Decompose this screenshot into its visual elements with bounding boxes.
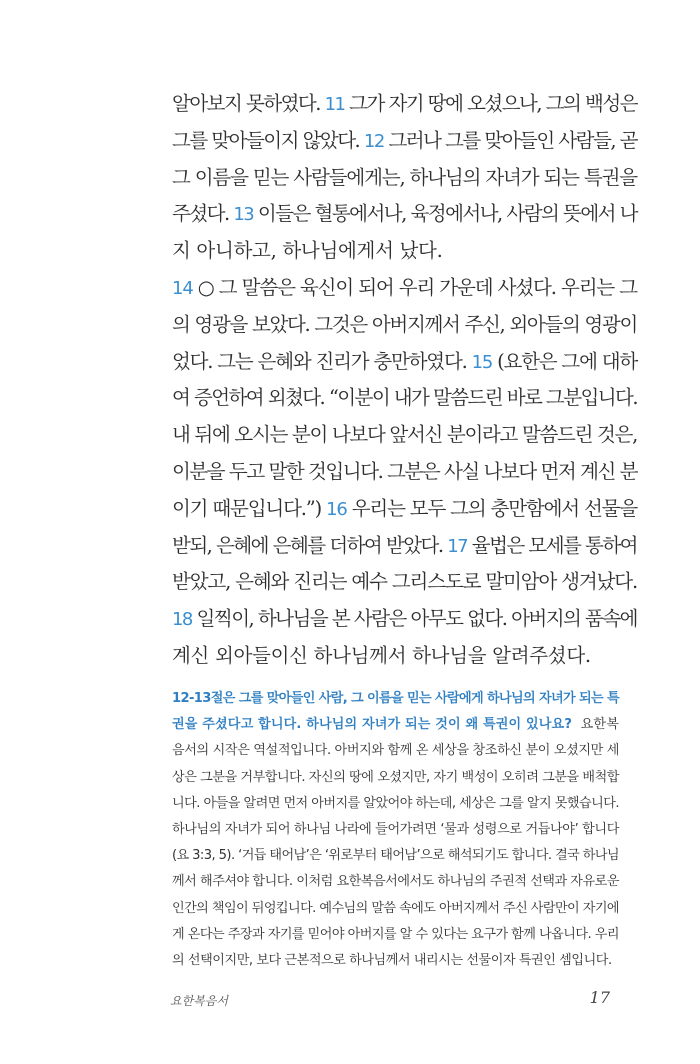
commentary-text: 니다. 아들을 알려면 먼저 아버지를 알았어야 하는데, 세상은 그를 알지 못했습니다.: [172, 795, 619, 811]
verse-number: 12: [363, 130, 384, 152]
commentary-question: 12-13절은 그를 맞아들인 사람, 그 이름을 믿는 사람에게 하나님의 자녀가 되는 특: [172, 691, 619, 706]
verse-text: 그를 맞아들이지 않았다.: [172, 128, 364, 152]
commentary-text: 의 선택이지만, 보다 근본적으로 하나님께서 내리시는 선물이자 특권인 셈입니다.: [172, 952, 612, 968]
scripture-line: [172, 270, 637, 307]
scripture-line: [172, 307, 637, 344]
verse-number: 11: [324, 94, 345, 115]
verse-text: 이분을 두고 말한 것입니다. 그분은 사실 나보다 먼저 계신 분: [172, 459, 637, 483]
verse-text: 계신 외아들이신 하나님께서 하나님을 알려주셨다.: [172, 643, 591, 667]
commentary-text: 께서 해주셔야 합니다. 이처럼 요한복음서에서도 하나님의 주권적 선택과 자유로운: [172, 874, 619, 890]
commentary-text: 음서의 시작은 역설적입니다. 아버지와 함께 온 세상을 창조하신 분이 오셨지만 세: [172, 743, 619, 759]
scripture-line: [172, 638, 637, 675]
scripture-line: [172, 86, 637, 123]
commentary-line: [172, 896, 619, 922]
commentary-line: [172, 738, 619, 764]
verse-number: 13: [233, 204, 254, 226]
verse-number: 15: [471, 351, 493, 373]
commentary-text: 하나님의 자녀가 되어 하나님 나라에 들어가려면 ‘물과 성령으로 거듭나야’ 합니다: [172, 821, 619, 837]
verse-text: 의 영광을 보았다. 그것은 아버지께서 주신, 외아들의 영광이: [172, 312, 637, 336]
scripture-line: [172, 491, 637, 528]
commentary-line: [172, 686, 619, 712]
verse-text: 이들은 혈통에서나, 육정에서나, 사람의 뜻에서 나: [253, 202, 637, 226]
verse-number: 18: [172, 609, 192, 631]
scripture-line: [172, 233, 637, 270]
scripture-line: [172, 528, 637, 565]
verse-text: 받았고, 은혜와 진리는 예수 그리스도로 말미암아 생겨났다.: [172, 570, 637, 594]
verse-text: 그 이름을 믿는 사람들에게는, 하나님의 자녀가 되는 특권을: [172, 165, 637, 189]
commentary-line: [172, 922, 619, 948]
scripture-line: [172, 196, 637, 233]
verse-text: 이기 때문입니다.”): [172, 496, 327, 520]
commentary-text: 요한복: [572, 717, 619, 733]
scripture-line: [172, 123, 637, 160]
verse-text: 었다. 그는 은혜와 진리가 충만하였다.: [172, 349, 472, 373]
verse-text: ○ 그 말씀은 육신이 되어 우리 가운데 사셨다. 우리는 그: [192, 275, 637, 299]
verse-text: 그러나 그를 맞아들인 사람들, 곧: [383, 128, 637, 152]
commentary-line: [172, 948, 619, 974]
scripture-text: [172, 86, 637, 675]
verse-text: 내 뒤에 오시는 분이 나보다 앞서신 분이라고 말씀드린 것은,: [172, 423, 637, 447]
commentary-text: 게 온다는 주장과 자기를 믿어야 아버지를 알 수 있다는 요구가 함께 나옵니다. 우리: [172, 926, 619, 942]
verse-text: 우리는 모두 그의 충만함에서 선물을: [346, 496, 637, 520]
verse-number: 16: [326, 498, 347, 520]
verse-text: 여 증언하여 외쳤다. “이분이 내가 말씀드린 바로 그분입니다.: [172, 386, 637, 410]
scripture-line: [172, 564, 637, 601]
verse-number: 14: [172, 277, 193, 299]
commentary-line: [172, 791, 619, 817]
page-number: 17: [589, 988, 610, 1007]
commentary-text: (요 3:3, 5). ‘거듭 태어남’은 ‘위로부터 태어남’으로 해석되기도 합니다. 결국 하나님: [172, 848, 619, 864]
scripture-line: [172, 417, 637, 454]
verse-text: 지 아니하고, 하나님에게서 났다.: [172, 239, 443, 263]
commentary-box: [172, 686, 619, 974]
verse-text: 주셨다.: [172, 202, 234, 226]
scripture-line: [172, 344, 637, 381]
running-footer-title: 요한복음서: [170, 994, 228, 1008]
verse-text: 받되, 은혜에 은혜를 더하여 받았다.: [172, 533, 448, 557]
commentary-line: [172, 765, 619, 791]
scripture-line: [172, 601, 637, 638]
commentary-text: 인간의 책임이 뒤엉킵니다. 예수님의 말씀 속에도 아버지께서 주신 사람만이 자기에: [172, 900, 619, 916]
commentary-text: 상은 그분을 거부합니다. 자신의 땅에 오셨지만, 자기 백성이 오히려 그분을 배척합: [172, 769, 619, 785]
verse-text: 알아보지 못하였다.: [172, 92, 325, 115]
scripture-line: [172, 160, 637, 197]
verse-text: (요한은 그에 대하: [492, 349, 637, 373]
commentary-line: [172, 869, 619, 895]
scripture-line: [172, 380, 637, 417]
verse-text: 율법은 모세를 통하여: [467, 533, 637, 557]
verse-text: 일찍이, 하나님을 본 사람은 아무도 없다. 아버지의 품속에: [191, 607, 637, 631]
commentary-line: [172, 843, 619, 869]
scripture-line: [172, 454, 637, 491]
commentary-line: [172, 712, 619, 738]
commentary-question: 권을 주셨다고 합니다. 하나님의 자녀가 되는 것이 왜 특권이 있나요?: [172, 717, 573, 733]
verse-number: 17: [447, 535, 468, 557]
verse-text: 그가 자기 땅에 오셨으나, 그의 백성은: [344, 92, 637, 115]
commentary-line: [172, 817, 619, 843]
